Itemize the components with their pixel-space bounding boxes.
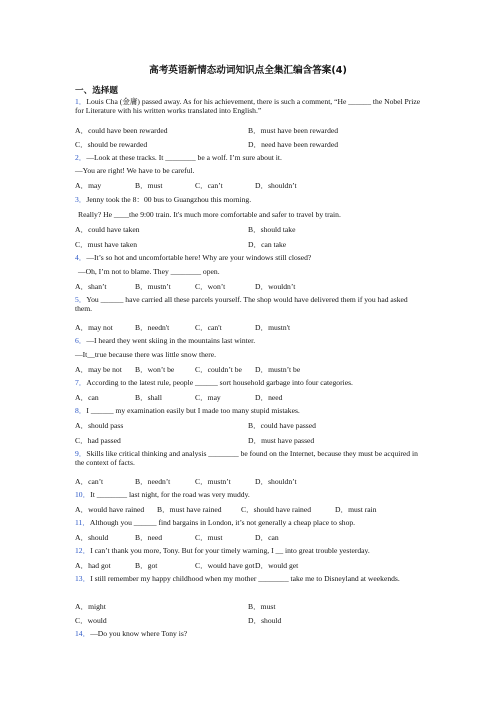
question-4-stem-line2: —Oh, I’m not to blame. They ________ open. xyxy=(78,267,220,276)
question-6-stem xyxy=(75,336,425,345)
question-text: I ______ my examination easily but I made too many stupid mistakes. xyxy=(86,406,300,415)
question-text: You ______ have carried all these parcels yourself. The shop would have delivered them if you had asked them. xyxy=(75,295,408,313)
question-9-options xyxy=(75,476,425,486)
question-12-options xyxy=(75,560,425,570)
option-b[interactable]: B．need xyxy=(135,533,162,542)
question-number: 2． xyxy=(75,153,87,162)
option-c[interactable]: C．mustn’t xyxy=(195,477,231,486)
option-b[interactable]: B．needn’t xyxy=(135,477,171,486)
question-7-options xyxy=(75,392,425,402)
question-number: 8． xyxy=(75,406,87,415)
question-13-stem xyxy=(75,574,423,583)
option-d[interactable]: D．would get xyxy=(255,561,299,570)
question-10-stem xyxy=(75,490,425,499)
question-text: —Do you know where Tony is? xyxy=(90,629,188,638)
question-number: 4． xyxy=(75,253,87,262)
page-title: 高考英语新情态动词知识点全集汇编含答案(4) xyxy=(149,65,347,76)
question-1-stem xyxy=(75,97,423,115)
option-c[interactable]: C．should have rained xyxy=(241,505,312,514)
option-b[interactable]: B．must xyxy=(248,602,276,611)
question-text: Jenny took the 8：00 bus to Guangzhou this morning. xyxy=(86,195,252,204)
option-b[interactable]: B．must have rained xyxy=(157,505,222,514)
option-d[interactable]: D．need have been rewarded xyxy=(248,140,339,149)
question-6-stem-line2: —It__true because there was little snow there. xyxy=(75,350,217,359)
question-8-stem xyxy=(75,406,425,415)
question-7-stem xyxy=(75,378,425,387)
option-d[interactable]: D．mustn’t be xyxy=(255,365,301,374)
section-heading: 一、选择题 xyxy=(75,86,118,96)
question-number: 6． xyxy=(75,336,87,345)
question-11-stem xyxy=(75,518,425,527)
option-c[interactable]: C．had passed xyxy=(75,436,121,445)
question-2-stem xyxy=(75,153,425,162)
question-3-stem-line2: Really? He ____the 9:00 train. It's much more comfortable and safer to travel by train. xyxy=(78,210,341,219)
option-c[interactable]: C．may xyxy=(195,393,221,402)
question-2-stem-line2: —You are right! We have to be careful. xyxy=(75,166,195,175)
option-d[interactable]: D．shouldn’t xyxy=(255,477,297,486)
question-13-options xyxy=(75,601,425,611)
option-d[interactable]: D．can xyxy=(255,533,279,542)
option-a[interactable]: A．should xyxy=(75,533,109,542)
option-d[interactable]: D．must rain xyxy=(335,505,377,514)
question-text: Skills like critical thinking and analysis ________ be found on the Internet, because they must be acquired in the context of facts. xyxy=(75,449,418,467)
question-number: 3． xyxy=(75,195,87,204)
option-a[interactable]: A．may not xyxy=(75,323,113,332)
option-a[interactable]: A．may be not xyxy=(75,365,122,374)
question-10-options xyxy=(75,504,425,514)
option-c[interactable]: C．must have taken xyxy=(75,240,138,249)
option-c[interactable]: C．must xyxy=(195,533,223,542)
question-3-stem xyxy=(75,195,425,204)
option-b[interactable]: B．won’t be xyxy=(135,365,175,374)
question-1-options xyxy=(75,125,425,135)
question-13-options-row2 xyxy=(75,615,425,625)
question-4-options xyxy=(75,281,425,291)
option-d[interactable]: D．need xyxy=(255,393,283,402)
option-a[interactable]: A．would have rained xyxy=(75,505,145,514)
option-c[interactable]: C．won’t xyxy=(195,282,226,291)
question-5-options xyxy=(75,322,425,332)
option-a[interactable]: A．can’t xyxy=(75,477,104,486)
option-b[interactable]: B．needn't xyxy=(135,323,170,332)
option-b[interactable]: B．mustn’t xyxy=(135,282,171,291)
question-9-stem xyxy=(75,449,423,467)
option-d[interactable]: D．wouldn’t xyxy=(255,282,296,291)
option-a[interactable]: A．shan’t xyxy=(75,282,107,291)
question-number: 10． xyxy=(75,490,91,499)
option-b[interactable]: B．must xyxy=(135,181,163,190)
option-c[interactable]: C．can’t xyxy=(195,181,223,190)
option-b[interactable]: B．must have been rewarded xyxy=(248,126,339,135)
question-text: I still remember my happy childhood when my mother ________ take me to Disneyland at weekends. xyxy=(90,574,400,583)
question-text: —I heard they went skiing in the mountains last winter. xyxy=(86,336,256,345)
option-a[interactable]: A．had got xyxy=(75,561,111,570)
question-number: 9． xyxy=(75,449,87,458)
question-number: 7． xyxy=(75,378,87,387)
question-text: Although you ______ find bargains in London, it’s not generally a cheap place to shop. xyxy=(89,518,356,527)
option-a[interactable]: A．might xyxy=(75,602,106,611)
option-a[interactable]: A．should pass xyxy=(75,421,124,430)
option-b[interactable]: B．could have passed xyxy=(248,421,316,430)
option-d[interactable]: D．must have passed xyxy=(248,436,315,445)
option-b[interactable]: B．got xyxy=(135,561,158,570)
question-number: 13． xyxy=(75,574,91,583)
option-a[interactable]: A．may xyxy=(75,181,102,190)
question-8-options-row2 xyxy=(75,435,425,445)
question-text: —It’s so hot and uncomfortable here! Why are your windows still closed? xyxy=(86,253,312,262)
question-number: 1． xyxy=(75,97,87,106)
option-c[interactable]: C．would have got xyxy=(195,561,255,570)
option-c[interactable]: C．couldn’t be xyxy=(195,365,242,374)
option-a[interactable]: A．could have taken xyxy=(75,225,140,234)
question-11-options xyxy=(75,532,425,542)
question-14-stem xyxy=(75,629,425,638)
question-5-stem xyxy=(75,295,423,313)
question-2-options xyxy=(75,180,425,190)
question-3-options xyxy=(75,224,425,234)
question-text: —Look at these tracks. It ________ be a wolf. I’m sure about it. xyxy=(86,153,282,162)
question-6-options xyxy=(75,364,425,374)
option-b[interactable]: B．shall xyxy=(135,393,163,402)
option-c[interactable]: C．would xyxy=(75,616,107,625)
option-d[interactable]: D．mustn't xyxy=(255,323,291,332)
question-1-options-row2 xyxy=(75,139,425,149)
question-text: It ________ last night, for the road was very muddy. xyxy=(90,490,250,499)
question-number: 12． xyxy=(75,546,91,555)
option-c[interactable]: C．should be rewarded xyxy=(75,140,148,149)
question-text: Louis Cha (金庸) passed away. As for his achievement, there is such a comment, “He ______ the Nobel Prize for Literature with his written works translated into English.” xyxy=(75,97,421,115)
question-number: 11． xyxy=(75,518,90,527)
option-a[interactable]: A．can xyxy=(75,393,99,402)
option-d[interactable]: D．can take xyxy=(248,240,287,249)
question-4-stem xyxy=(75,253,425,262)
question-12-stem xyxy=(75,546,425,555)
option-c[interactable]: C．can't xyxy=(195,323,222,332)
question-8-options xyxy=(75,420,425,430)
option-b[interactable]: B．should take xyxy=(248,225,296,234)
question-text: According to the latest rule, people ______ sort household garbage into four categories. xyxy=(86,378,353,387)
question-number: 14． xyxy=(75,629,91,638)
option-a[interactable]: A．could have been rewarded xyxy=(75,126,168,135)
question-text: I can’t thank you more, Tony. But for your timely warning, I __ into great trouble yesterday. xyxy=(90,546,370,555)
option-d[interactable]: D．should xyxy=(248,616,282,625)
option-d[interactable]: D．shouldn’t xyxy=(255,181,297,190)
question-number: 5． xyxy=(75,295,87,304)
question-3-options-row2 xyxy=(75,239,425,249)
